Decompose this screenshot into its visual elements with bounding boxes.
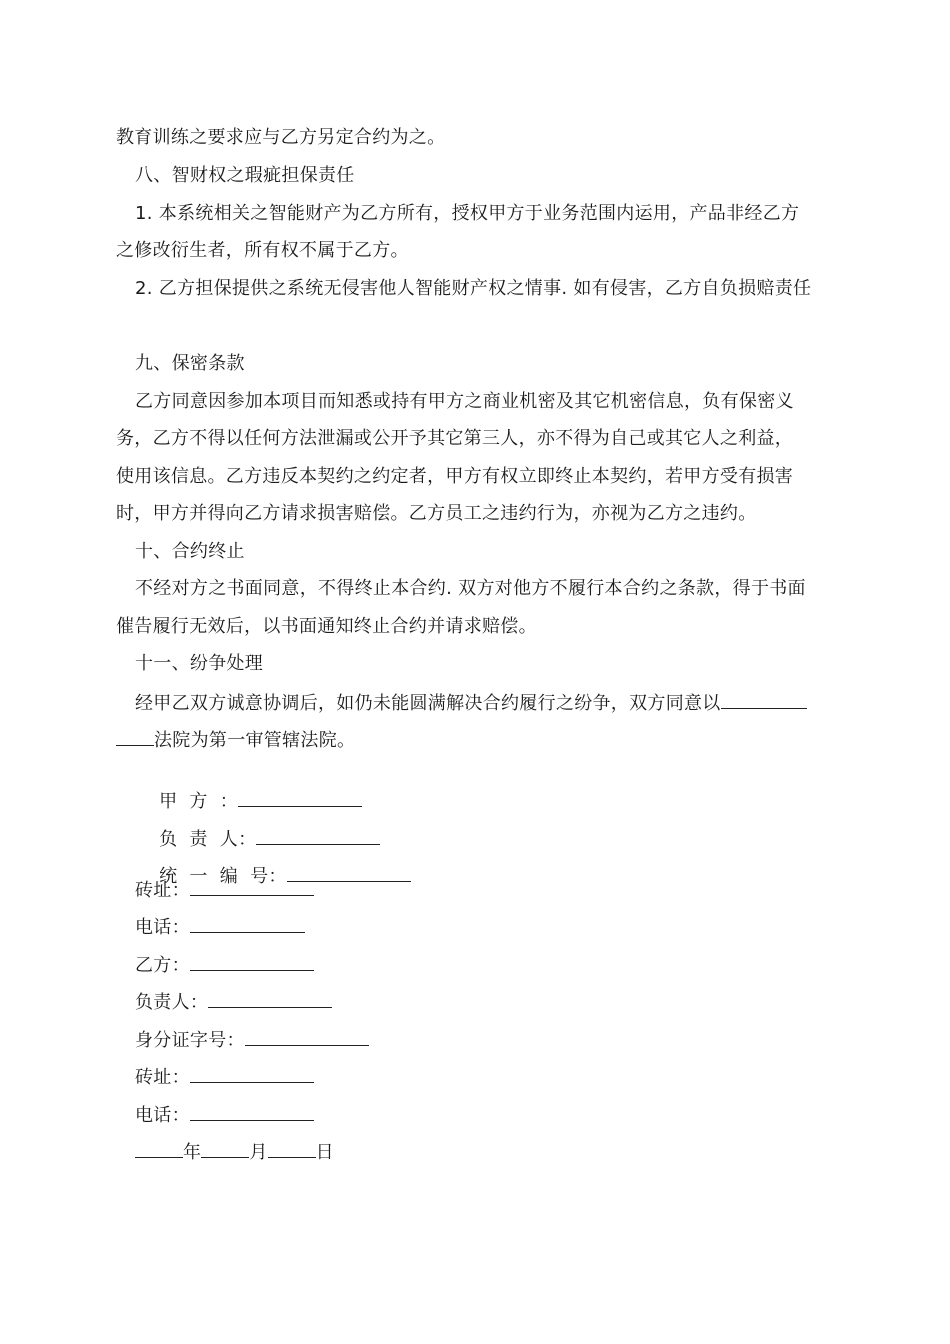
paragraph-line: 不经对方之书面同意，不得终止本合约. 双方对他方不履行本合约之条款，得于书面 [135,578,806,599]
party-b-rep-row [135,989,855,1015]
section-heading-8: 八、智财权之瑕疵担保责任 [135,165,355,186]
paragraph-line: 2. 乙方担保提供之系统无侵害他人智能财产权之情事. 如有侵害，乙方自负损赔责任 [135,278,812,299]
party-b-label: 乙方： [135,955,190,976]
party-a-tel-field[interactable] [190,914,305,933]
paragraph-line: 1. 本系统相关之智能财产为乙方所有，授权甲方于业务范围内运用，产品非经乙方 [135,203,800,224]
paragraph-text: 法院为第一审管辖法院。 [154,730,356,751]
party-b-tel-field[interactable] [190,1102,314,1121]
paragraph-line: 之修改衍生者，所有权不属于乙方。 [116,240,409,261]
party-a-tel-row [135,914,855,940]
section-heading-11: 十一、纷争处理 [135,653,264,674]
party-a-tel-label: 电话： [135,917,190,938]
party-b-tel-row [135,1102,855,1128]
party-b-idno-label: 身分证字号： [135,1030,245,1051]
party-b-addr-field[interactable] [190,1064,314,1083]
day-field[interactable] [268,1139,316,1158]
date-row [135,1139,855,1165]
paragraph-line: 催告履行无效后，以书面通知终止合约并请求赔偿。 [116,616,537,637]
party-b-row [135,952,855,978]
court-blank-field-cont[interactable] [116,727,154,746]
party-b-addr-label: 砖址： [135,1067,190,1088]
party-b-idno-field[interactable] [245,1027,369,1046]
party-b-field[interactable] [190,952,314,971]
paragraph-line: 务，乙方不得以任何方法泄漏或公开予其它第三人，亦不得为自己或其它人之利益， [116,428,794,449]
paragraph-text: 经甲乙双方诚意协调后，如仍未能圆满解决合约履行之纷争，双方同意以 [135,693,721,714]
party-a-addr-field[interactable] [190,877,314,896]
party-a-addr-row [135,877,855,903]
paragraph-line [116,727,836,753]
section-heading-9: 九、保密条款 [135,353,245,374]
year-field[interactable] [135,1139,183,1158]
party-a-rep-label: 负 责 人： [159,829,257,850]
party-b-addr-row [135,1064,855,1090]
paragraph-line: 教育训练之要求应与乙方另定合约为之。 [116,127,446,148]
party-a-label: 甲 方 ： [159,791,239,812]
year-label: 年 [183,1142,202,1163]
party-b-rep-field[interactable] [208,989,332,1008]
paragraph-line: 时，甲方并得向乙方请求损害赔偿。乙方员工之违约行为，亦视为乙方之违约。 [116,503,757,524]
month-field[interactable] [201,1139,249,1158]
paragraph-line [135,690,855,716]
court-blank-field[interactable] [721,690,807,709]
paragraph-line: 乙方同意因参加本项目而知悉或持有甲方之商业机密及其它机密信息，负有保密义 [135,391,794,412]
month-label: 月 [249,1142,268,1163]
party-a-id-label: 统 一 编 号： [159,866,287,887]
section-heading-10: 十、合约终止 [135,541,245,562]
party-a-addr-label: 砖址： [135,880,190,901]
paragraph-line: 使用该信息。乙方违反本契约之约定者，甲方有权立即终止本契约，若甲方受有损害 [116,466,794,487]
day-label: 日 [315,1142,334,1163]
party-b-idno-row [135,1027,855,1053]
party-b-tel-label: 电话： [135,1105,190,1126]
party-b-rep-label: 负责人： [135,992,209,1013]
